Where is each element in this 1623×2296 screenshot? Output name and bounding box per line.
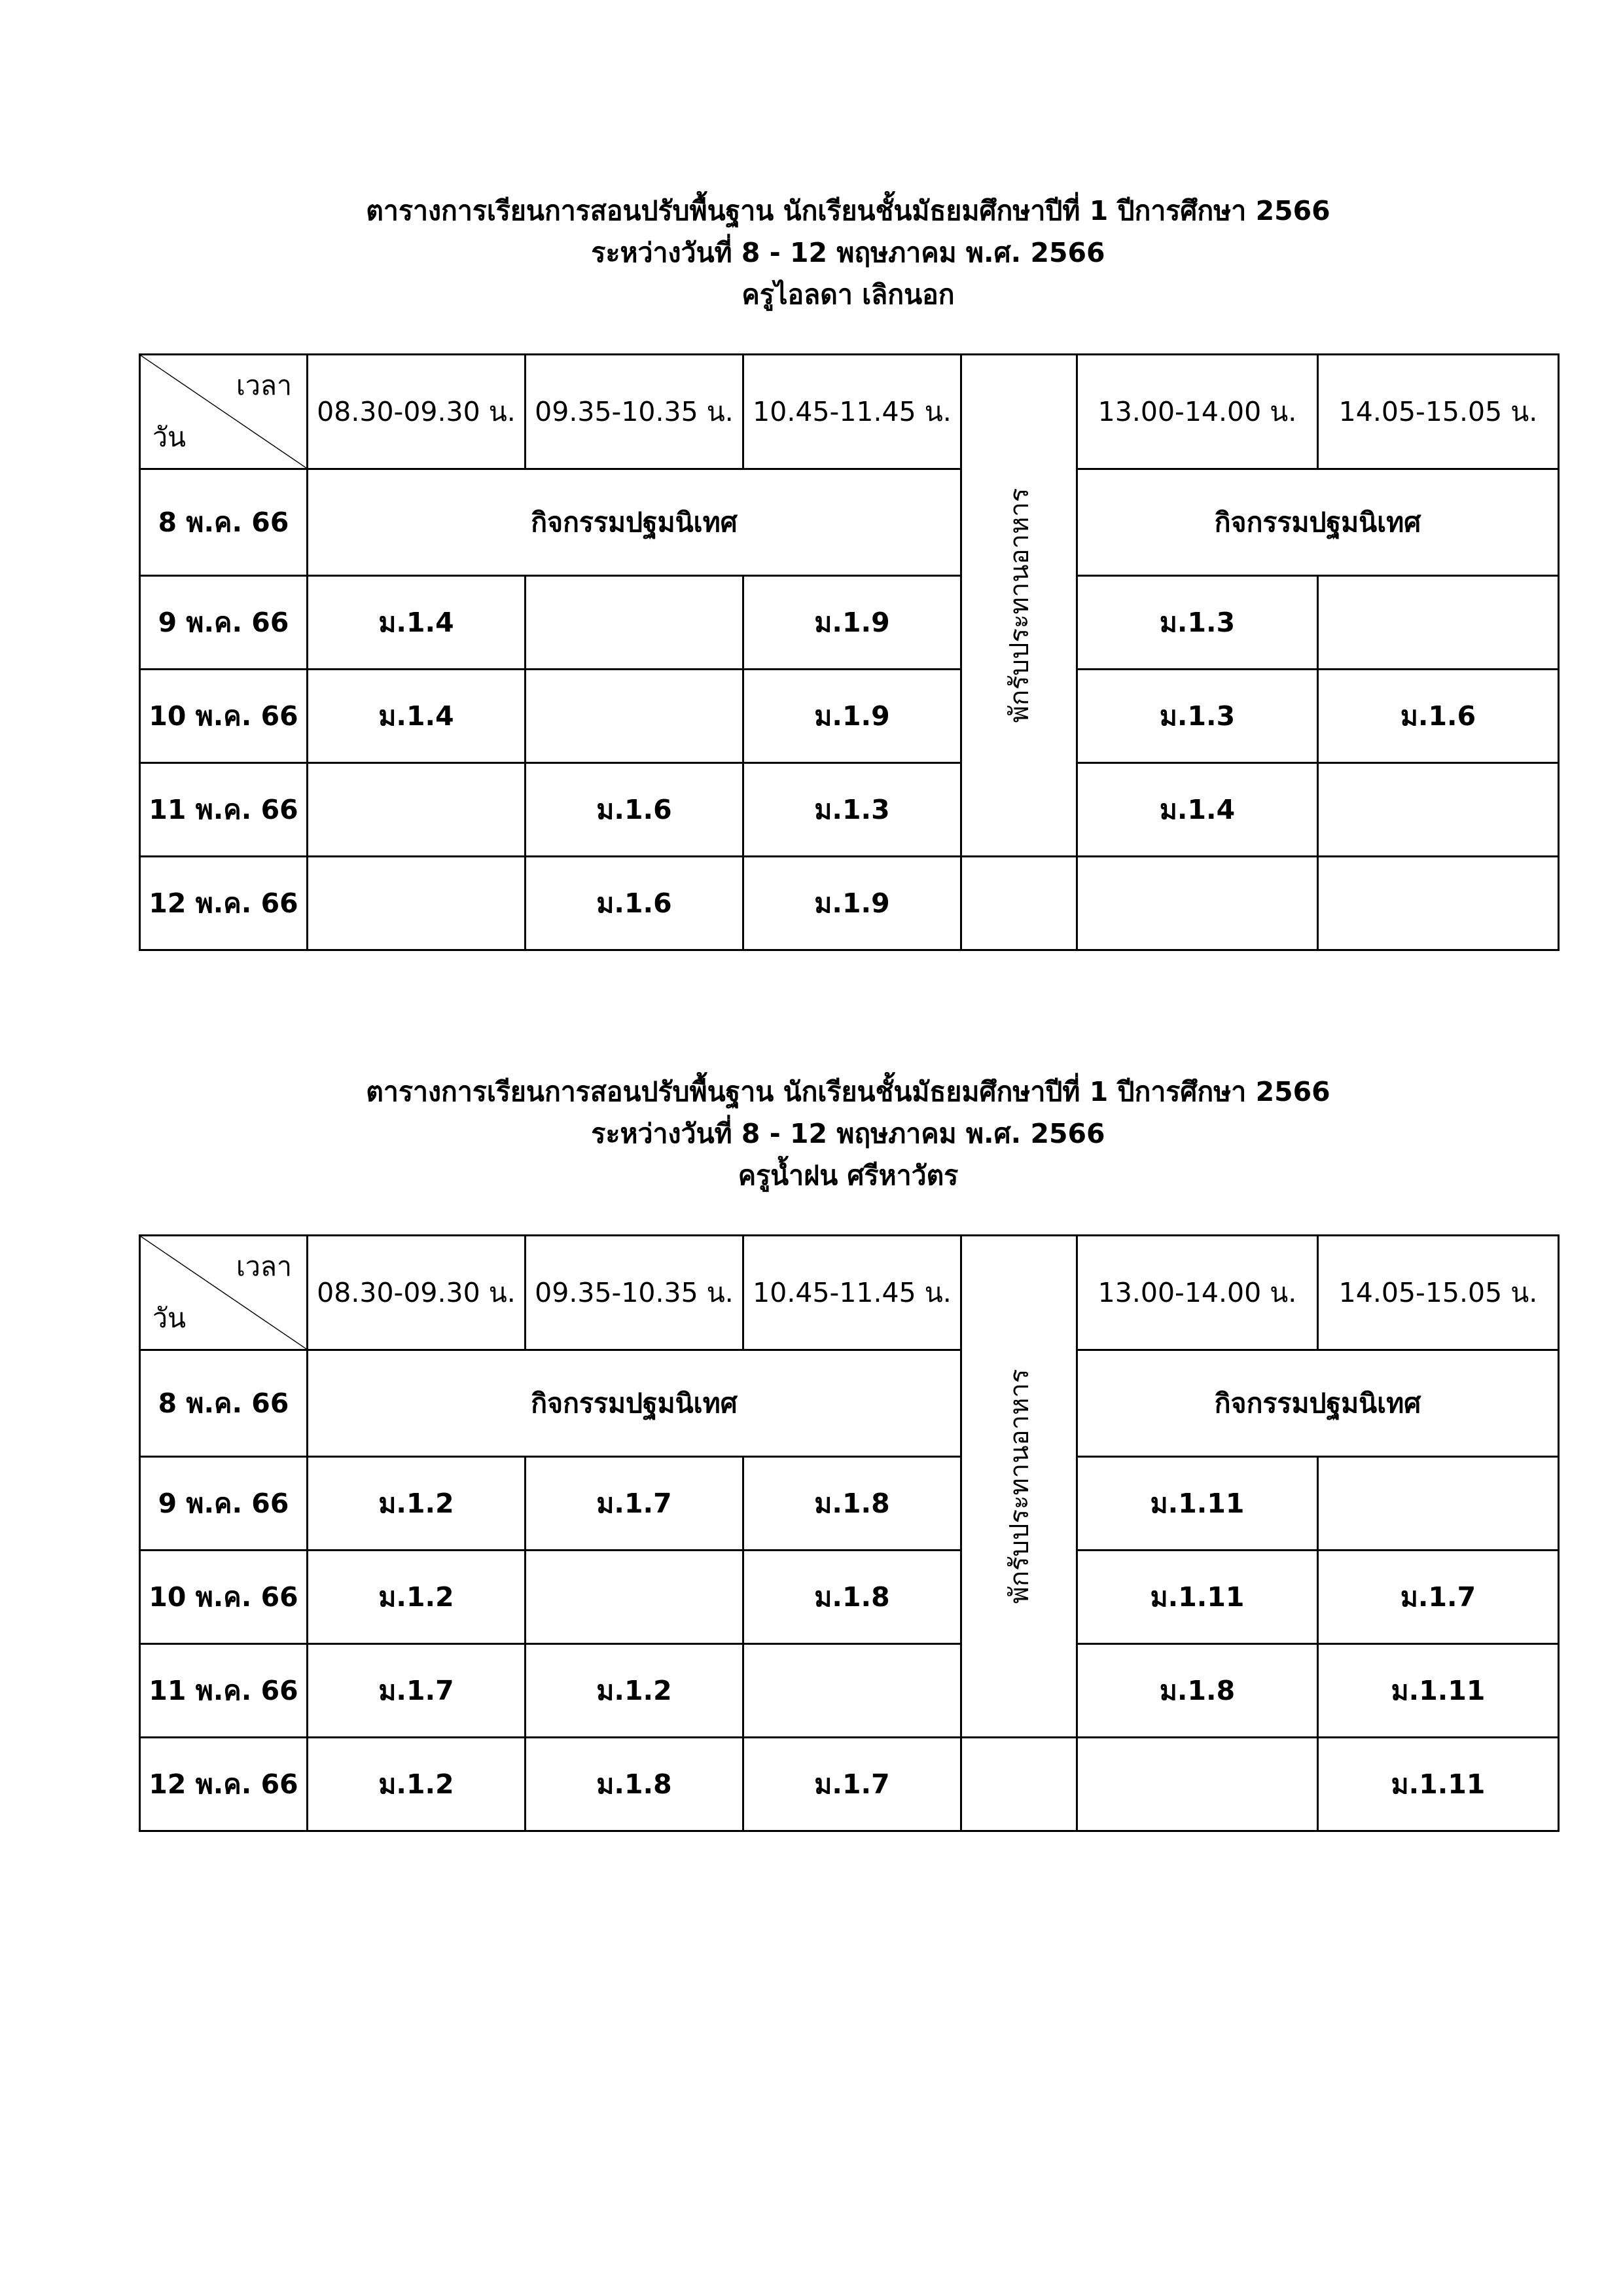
schedule-period: ระหว่างวันที่ 8 - 12 พฤษภาคม พ.ศ. 2566 xyxy=(591,237,1105,268)
class-cell: ม.1.4 xyxy=(308,670,526,763)
teacher-name: ครูไอลดา เลิกนอก xyxy=(741,279,955,310)
class-cell: ม.1.7 xyxy=(308,1644,526,1738)
orientation-afternoon-cell: กิจกรรมปฐมนิเทศ xyxy=(1077,1350,1559,1457)
day-cell: 11 พ.ค. 66 xyxy=(140,1644,308,1738)
class-cell: ม.1.11 xyxy=(1077,1457,1318,1551)
class-cell xyxy=(308,857,526,950)
time-slot-header: 13.00-14.00 น. xyxy=(1077,1236,1318,1350)
class-cell: ม.1.11 xyxy=(1077,1551,1318,1644)
lunch-break-cell xyxy=(961,355,1077,857)
class-cell xyxy=(1318,1457,1559,1551)
header-row xyxy=(140,1236,1559,1350)
schedule-table xyxy=(139,353,1560,951)
class-cell: ม.1.8 xyxy=(743,1457,961,1551)
corner-cell xyxy=(140,1236,308,1350)
class-cell: ม.1.11 xyxy=(1318,1644,1559,1738)
class-cell: ม.1.3 xyxy=(1077,670,1318,763)
class-cell: ม.1.3 xyxy=(1077,576,1318,670)
time-slot-header: 09.35-10.35 น. xyxy=(526,355,743,469)
lunch-break-cell xyxy=(961,1236,1077,1738)
time-slot-header: 09.35-10.35 น. xyxy=(526,1236,743,1350)
schedule-table xyxy=(139,1234,1560,1832)
lunch-column-empty-cell xyxy=(961,1738,1077,1831)
day-row xyxy=(140,670,1559,763)
time-slot-header: 08.30-09.30 น. xyxy=(308,355,526,469)
orientation-morning-cell: กิจกรรมปฐมนิเทศ xyxy=(308,469,961,576)
orientation-afternoon-cell: กิจกรรมปฐมนิเทศ xyxy=(1077,469,1559,576)
class-cell: ม.1.4 xyxy=(308,576,526,670)
class-cell xyxy=(1077,857,1318,950)
day-cell: 8 พ.ค. 66 xyxy=(140,1350,308,1457)
class-cell: ม.1.3 xyxy=(743,763,961,857)
day-cell: 12 พ.ค. 66 xyxy=(140,857,308,950)
day-row xyxy=(140,1644,1559,1738)
day-axis-label: วัน xyxy=(152,422,187,453)
day-cell: 11 พ.ค. 66 xyxy=(140,763,308,857)
orientation-row xyxy=(140,469,1559,576)
day-cell: 10 พ.ค. 66 xyxy=(140,670,308,763)
class-cell: ม.1.6 xyxy=(1318,670,1559,763)
schedule-heading xyxy=(139,1071,1558,1234)
class-cell xyxy=(526,576,743,670)
lunch-break-label: พักรับประทานอาหาร xyxy=(1005,488,1035,723)
class-cell xyxy=(1077,1738,1318,1831)
day-row xyxy=(140,763,1559,857)
schedule-title: ตารางการเรียนการสอนปรับพื้นฐาน นักเรียนชั้นมัธยมศึกษาปีที่ 1 ปีการศึกษา 2566 xyxy=(366,195,1330,226)
orientation-row xyxy=(140,1350,1559,1457)
schedule-block-1 xyxy=(139,190,1558,951)
class-cell: ม.1.7 xyxy=(743,1738,961,1831)
day-cell: 8 พ.ค. 66 xyxy=(140,469,308,576)
class-cell: ม.1.8 xyxy=(1077,1644,1318,1738)
class-cell xyxy=(1318,576,1559,670)
day-row xyxy=(140,1551,1559,1644)
day-row xyxy=(140,1738,1559,1831)
schedule-title: ตารางการเรียนการสอนปรับพื้นฐาน นักเรียนชั้นมัธยมศึกษาปีที่ 1 ปีการศึกษา 2566 xyxy=(366,1076,1330,1107)
schedule-block-2 xyxy=(139,1071,1558,1832)
class-cell: ม.1.9 xyxy=(743,576,961,670)
class-cell: ม.1.11 xyxy=(1318,1738,1559,1831)
class-cell: ม.1.8 xyxy=(743,1551,961,1644)
day-row xyxy=(140,857,1559,950)
class-cell xyxy=(526,670,743,763)
class-cell: ม.1.4 xyxy=(1077,763,1318,857)
class-cell: ม.1.7 xyxy=(526,1457,743,1551)
class-cell xyxy=(526,1551,743,1644)
class-cell xyxy=(743,1644,961,1738)
time-slot-header: 10.45-11.45 น. xyxy=(743,1236,961,1350)
header-row xyxy=(140,355,1559,469)
class-cell: ม.1.7 xyxy=(1318,1551,1559,1644)
time-slot-header: 14.05-15.05 น. xyxy=(1318,1236,1559,1350)
day-cell: 9 พ.ค. 66 xyxy=(140,576,308,670)
orientation-morning-cell: กิจกรรมปฐมนิเทศ xyxy=(308,1350,961,1457)
day-cell: 12 พ.ค. 66 xyxy=(140,1738,308,1831)
class-cell xyxy=(308,763,526,857)
lunch-column-empty-cell xyxy=(961,857,1077,950)
day-axis-label: วัน xyxy=(152,1302,187,1334)
day-cell: 10 พ.ค. 66 xyxy=(140,1551,308,1644)
corner-cell xyxy=(140,355,308,469)
time-axis-label: เวลา xyxy=(236,370,292,401)
teacher-name: ครูน้ำฝน ศรีหาวัตร xyxy=(738,1160,959,1191)
time-slot-header: 14.05-15.05 น. xyxy=(1318,355,1559,469)
class-cell: ม.1.2 xyxy=(526,1644,743,1738)
class-cell: ม.1.6 xyxy=(526,857,743,950)
schedule-heading xyxy=(139,190,1558,353)
time-axis-label: เวลา xyxy=(236,1251,292,1282)
class-cell: ม.1.2 xyxy=(308,1457,526,1551)
time-slot-header: 10.45-11.45 น. xyxy=(743,355,961,469)
class-cell: ม.1.2 xyxy=(308,1551,526,1644)
class-cell: ม.1.9 xyxy=(743,670,961,763)
day-cell: 9 พ.ค. 66 xyxy=(140,1457,308,1551)
class-cell: ม.1.8 xyxy=(526,1738,743,1831)
class-cell xyxy=(1318,857,1559,950)
class-cell: ม.1.9 xyxy=(743,857,961,950)
day-row xyxy=(140,1457,1559,1551)
class-cell xyxy=(1318,763,1559,857)
day-row xyxy=(140,576,1559,670)
lunch-break-label: พักรับประทานอาหาร xyxy=(1005,1369,1035,1604)
class-cell: ม.1.6 xyxy=(526,763,743,857)
class-cell: ม.1.2 xyxy=(308,1738,526,1831)
time-slot-header: 13.00-14.00 น. xyxy=(1077,355,1318,469)
time-slot-header: 08.30-09.30 น. xyxy=(308,1236,526,1350)
schedule-period: ระหว่างวันที่ 8 - 12 พฤษภาคม พ.ศ. 2566 xyxy=(591,1118,1105,1149)
